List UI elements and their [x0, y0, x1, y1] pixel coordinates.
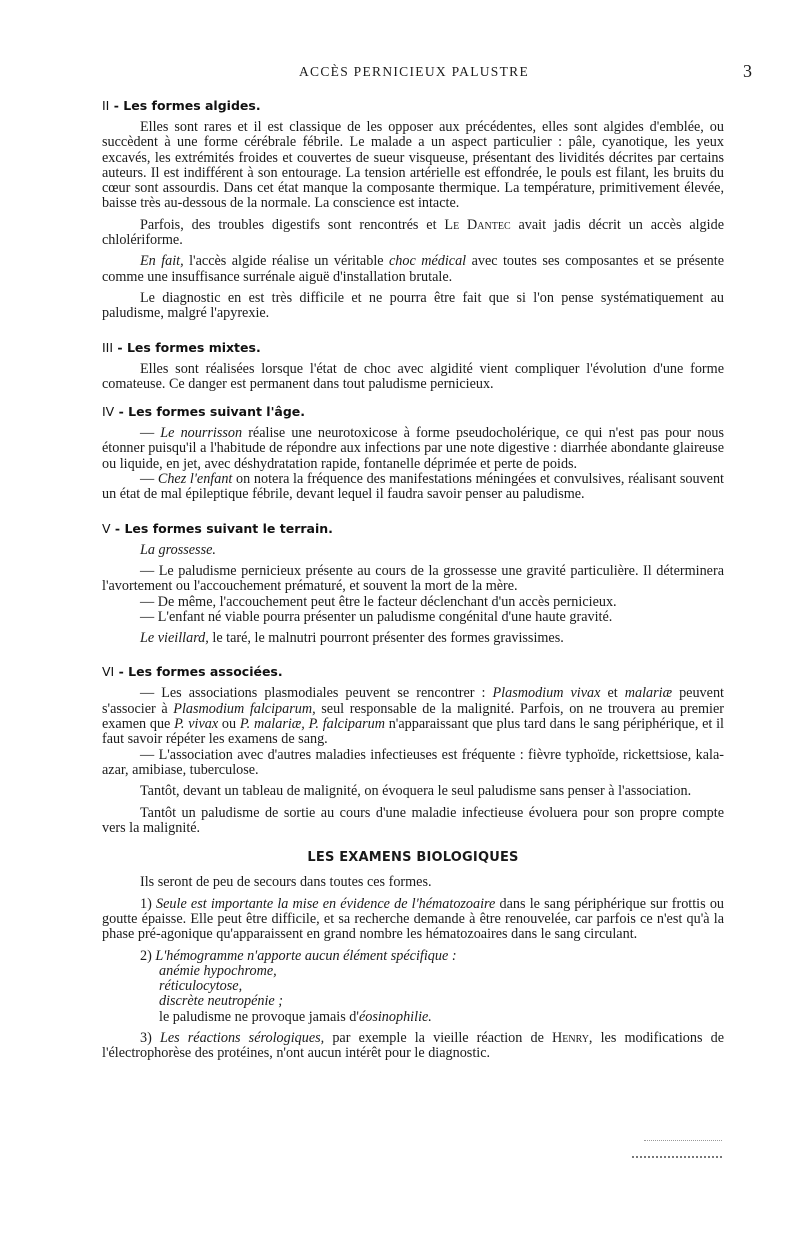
ink-smudge — [622, 1136, 722, 1166]
paragraph: — Le paludisme pernicieux présente au cours de la grossesse une gravité particulière. Il déterminera l'avortement ou l'accouchement prématuré, et souvent la mort de la mère. — [102, 562, 724, 595]
paragraph: Elles sont rares et il est classique de les opposer aux précédentes, elles sont algides d'emblée, ou succèdent à une forme cérébrale fébrile. Le malade a un aspect particulier : pâle, cyanotique, les yeux excavés, les extrémités froides et couvertes de sueur visqueuse, présentant des lividités décrites par certains auteurs. Il est indifférent à son entourage. La tension artérielle est effondrée, le pouls est filant, les bruits du cœur sont assourdis. Dans cet état manque la composante thermique. La température, primitivement élevée, baisse très au-dessous de la normale. La conscience est intacte. — [102, 119, 724, 212]
section-number: VI — [102, 664, 115, 680]
section-number: II — [102, 98, 110, 113]
paragraph: Tantôt, devant un tableau de malignité, on évoquera le seul paludisme sans penser à l'association. — [140, 783, 692, 800]
section-heading-terrain: V - Les formes suivant le terrain. — [102, 520, 333, 536]
paragraph: Le diagnostic en est très difficile et ne pourra être fait que si l'on pense systématiquement au paludisme, malgré l'apyrexie. — [102, 289, 724, 322]
paragraph: En fait, l'accès algide réalise un véritable choc médical avec toutes ses composantes et se présente comme une insuffisance surrénale aiguë d'installation brutale. — [102, 253, 725, 285]
paragraph: 2) L'hémogramme n'apporte aucun élément spécifique : — [140, 947, 457, 964]
paragraph: Ils seront de peu de secours dans toutes ces formes. — [140, 874, 432, 891]
paragraph: Le vieillard, le taré, le malnutri pourront présenter des formes gravissimes. — [140, 630, 564, 647]
paragraph: — Les associations plasmodiales peuvent se rencontrer : Plasmodium vivax et malariæ peuvent s'associer à Plasmodium falciparum, seul responsable de la malignité. Parfois, on ne trouvera au premier examen que P. vivax ou P. malariæ, P. falciparum n'apparaissant que plus tard dans le sang périphérique, et il faut savoir répéter les examens de sang. — [102, 685, 724, 748]
section-number: V — [102, 520, 111, 536]
running-header — [0, 61, 800, 84]
list-item: réticulocytose, — [159, 978, 243, 995]
author-name: Henry, — [552, 1030, 593, 1047]
paragraph: — L'association avec d'autres maladies infectieuses est fréquente : fièvre typhoïde, rickettsiose, kala-azar, amibiase, tuberculose. — [102, 746, 724, 778]
section-title: Les formes associées. — [128, 664, 283, 680]
page-number: 3 — [743, 61, 752, 81]
author-name: Le Dantec — [444, 216, 511, 233]
paragraph: Parfois, des troubles digestifs sont rencontrés et Le Dantec avait jadis décrit un accès algide chlolériforme. — [102, 216, 724, 249]
paragraph: 1) Seule est importante la mise en évidence de l'hématozoaire dans le sang périphérique sur frottis ou goutte épaisse. Elle peut être difficile, et sa recherche demande à être renouvelée, car parfois ce n'est qu'à la phase pré-agonique qu'apparaissent en grand nombre les hématozoaires dans le sang circulant. — [102, 895, 725, 943]
paragraph: — L'enfant né viable pourra présenter un paludisme congénital d'une haute gravité. — [140, 608, 613, 625]
list-item: anémie hypochrome, — [159, 962, 277, 979]
chapter-heading: LES EXAMENS BIOLOGIQUES — [307, 850, 519, 866]
section-heading-algides: II - Les formes algides. — [102, 98, 261, 113]
list-item: discrète neutropénie ; — [159, 993, 283, 1010]
subheading: La grossesse. — [140, 541, 216, 558]
paragraph: Elles sont réalisées lorsque l'état de choc avec algidité vient compliquer l'évolution d'une forme comateuse. Ce danger est permanent dans tout paludisme pernicieux. — [102, 360, 724, 392]
section-title: Les formes suivant l'âge. — [128, 404, 306, 420]
paragraph: — Chez l'enfant on notera la fréquence des manifestations méningées et convulsives, réalisant souvent un état de mal épileptique fébrile, devant lequel il faudra savoir penser au paludisme. — [102, 471, 724, 503]
paragraph: — De même, l'accouchement peut être le facteur déclenchant d'un accès pernicieux. — [140, 593, 617, 610]
paragraph: Tantôt un paludisme de sortie au cours d'une maladie infectieuse évoluera pour son propre compte vers la malignité. — [102, 804, 724, 836]
section-heading-age: IV - Les formes suivant l'âge. — [102, 404, 306, 420]
section-title: Les formes mixtes. — [126, 339, 261, 355]
paragraph: — Le nourrisson réalise une neurotoxicose à forme pseudocholérique, ce qui n'est pas pour nous étonner puisqu'il a l'habitude de répondre aux infections par une note digestive : diarrhée abondante glaireuse ou liquide, en jet, avec déshydratation rapide, fontanelle déprimée et perte de poids. — [102, 425, 725, 472]
section-heading-mixtes: III - Les formes mixtes. — [102, 339, 261, 355]
section-title: Les formes algides. — [123, 98, 261, 113]
section-title: Les formes suivant le terrain. — [124, 520, 333, 536]
section-heading-associees: VI - Les formes associées. — [102, 664, 283, 680]
running-title: ACCÈS PERNICIEUX PALUSTRE — [298, 64, 530, 79]
list-item: le paludisme ne provoque jamais d'éosinophilie. — [159, 1008, 432, 1025]
paragraph: 3) Les réactions sérologiques, par exemple la vieille réaction de Henry, les modifications de l'électrophorèse des protéines, n'ont aucun intérêt pour le diagnostic. — [102, 1030, 724, 1062]
section-number: IV — [102, 404, 115, 420]
section-number: III — [102, 339, 114, 355]
body-text — [102, 98, 724, 1068]
